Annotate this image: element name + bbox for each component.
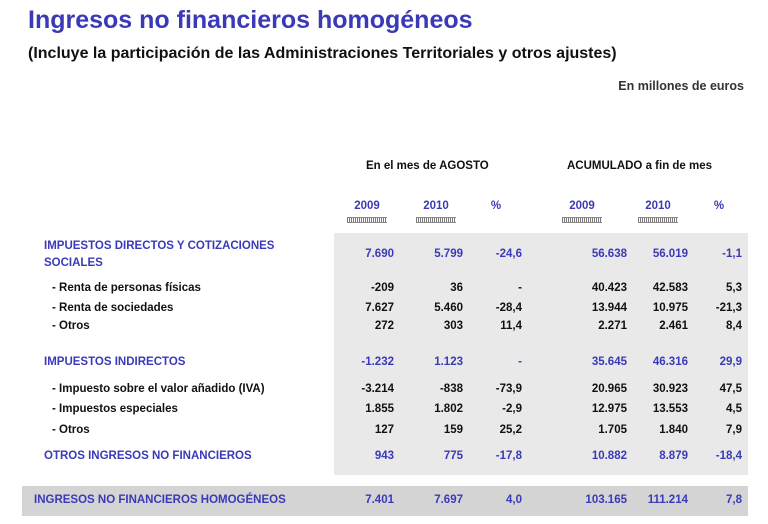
cell: 35.645 (591, 356, 627, 368)
cell: 943 (374, 450, 394, 462)
row-label: - Impuesto sobre el valor añadido (IVA) (52, 383, 265, 395)
cell: 303 (443, 320, 463, 332)
cell: -73,9 (495, 383, 522, 395)
table-row (0, 320, 768, 338)
cell: 1.855 (365, 403, 394, 415)
header-underline (638, 217, 678, 223)
cell: -24,6 (495, 248, 522, 260)
cell: 7.697 (434, 494, 463, 506)
group-header-cumulative: ACUMULADO a fin de mes (567, 160, 713, 172)
cell: -18,4 (715, 450, 742, 462)
row-label: IMPUESTOS DIRECTOS Y COTIZACIONES (44, 240, 275, 252)
cell: 20.965 (591, 383, 627, 395)
table-row (0, 403, 768, 421)
col-header-cum-2010: 2010 (645, 200, 671, 212)
cell: 159 (443, 424, 463, 436)
page-title: Ingresos no financieros homogéneos (28, 6, 473, 34)
table-row (0, 240, 768, 269)
cell: -17,8 (495, 450, 522, 462)
cell: 7.401 (365, 494, 394, 506)
cell: 7.690 (365, 248, 394, 260)
cell: 7.627 (365, 302, 394, 314)
cell: 272 (374, 320, 394, 332)
table-row (0, 450, 768, 468)
cell: 13.553 (652, 403, 688, 415)
col-header-month-2010: 2010 (423, 200, 449, 212)
cell: -1.232 (361, 356, 394, 368)
group-header-month: En el mes de AGOSTO (366, 160, 489, 172)
cell: 29,9 (719, 356, 742, 368)
header-underline (347, 217, 387, 223)
row-label-cont: SOCIALES (44, 257, 103, 269)
cell: 11,4 (500, 320, 522, 332)
table-row (0, 302, 768, 320)
row-label: IMPUESTOS INDIRECTOS (44, 356, 186, 368)
row-label: - Otros (52, 424, 90, 436)
cell: 46.316 (652, 356, 688, 368)
row-label: OTROS INGRESOS NO FINANCIEROS (44, 450, 252, 462)
cell: 42.583 (652, 282, 688, 294)
col-header-month-2009: 2009 (354, 200, 380, 212)
table-row (0, 282, 768, 300)
col-header-month-pct: % (490, 200, 502, 212)
page-subtitle: (Incluye la participación de las Administraciones Territoriales y otros ajustes) (28, 45, 617, 62)
cell: 25,2 (499, 424, 522, 436)
table-row (0, 424, 768, 442)
table-row (0, 383, 768, 401)
cell: 13.944 (591, 302, 627, 314)
col-header-cum-pct: % (713, 200, 725, 212)
cell: -1,1 (722, 248, 742, 260)
cell: 40.423 (591, 282, 627, 294)
cell: 1.802 (434, 403, 463, 415)
cell: 2.461 (659, 320, 688, 332)
header-underline (562, 217, 602, 223)
cell: -2,9 (502, 403, 522, 415)
cell: -209 (370, 282, 394, 294)
row-label: - Renta de personas físicas (52, 282, 201, 294)
cell: 1.840 (659, 424, 688, 436)
table-row (0, 356, 768, 374)
row-label: - Otros (52, 320, 90, 332)
cell: 56.638 (591, 248, 627, 260)
row-label: - Impuestos especiales (52, 403, 178, 415)
cell: 36 (450, 282, 463, 294)
cell: -21,3 (715, 302, 742, 314)
cell: 5.799 (434, 248, 463, 260)
col-header-cum-2009: 2009 (569, 200, 595, 212)
cell: 127 (374, 424, 394, 436)
cell: 5.460 (434, 302, 463, 314)
cell: 5,3 (726, 282, 742, 294)
cell: 10.975 (652, 302, 688, 314)
cell: 56.019 (652, 248, 688, 260)
table-row-total (0, 494, 768, 512)
row-label: INGRESOS NO FINANCIEROS HOMOGÉNEOS (34, 494, 286, 506)
cell: -28,4 (495, 302, 522, 314)
cell: 7,9 (726, 424, 742, 436)
cell: 2.271 (598, 320, 627, 332)
cell: 1.705 (598, 424, 627, 436)
cell: 8,4 (726, 320, 742, 332)
cell: 7,8 (726, 494, 742, 506)
cell: 8.879 (659, 450, 688, 462)
units-note: En millones de euros (618, 79, 744, 93)
cell: -3.214 (361, 383, 394, 395)
cell: 103.165 (585, 494, 627, 506)
cell: - (518, 356, 522, 368)
cell: 111.214 (647, 494, 688, 506)
cell: 775 (443, 450, 463, 462)
header-underline (416, 217, 456, 223)
cell: 4,5 (726, 403, 742, 415)
cell: 30.923 (652, 383, 688, 395)
cell: 47,5 (719, 383, 742, 395)
cell: 10.882 (591, 450, 627, 462)
row-label: - Renta de sociedades (52, 302, 174, 314)
cell: 4,0 (506, 494, 522, 506)
cell: - (518, 282, 522, 294)
cell: 12.975 (591, 403, 627, 415)
cell: 1.123 (434, 356, 463, 368)
cell: -838 (439, 383, 463, 395)
